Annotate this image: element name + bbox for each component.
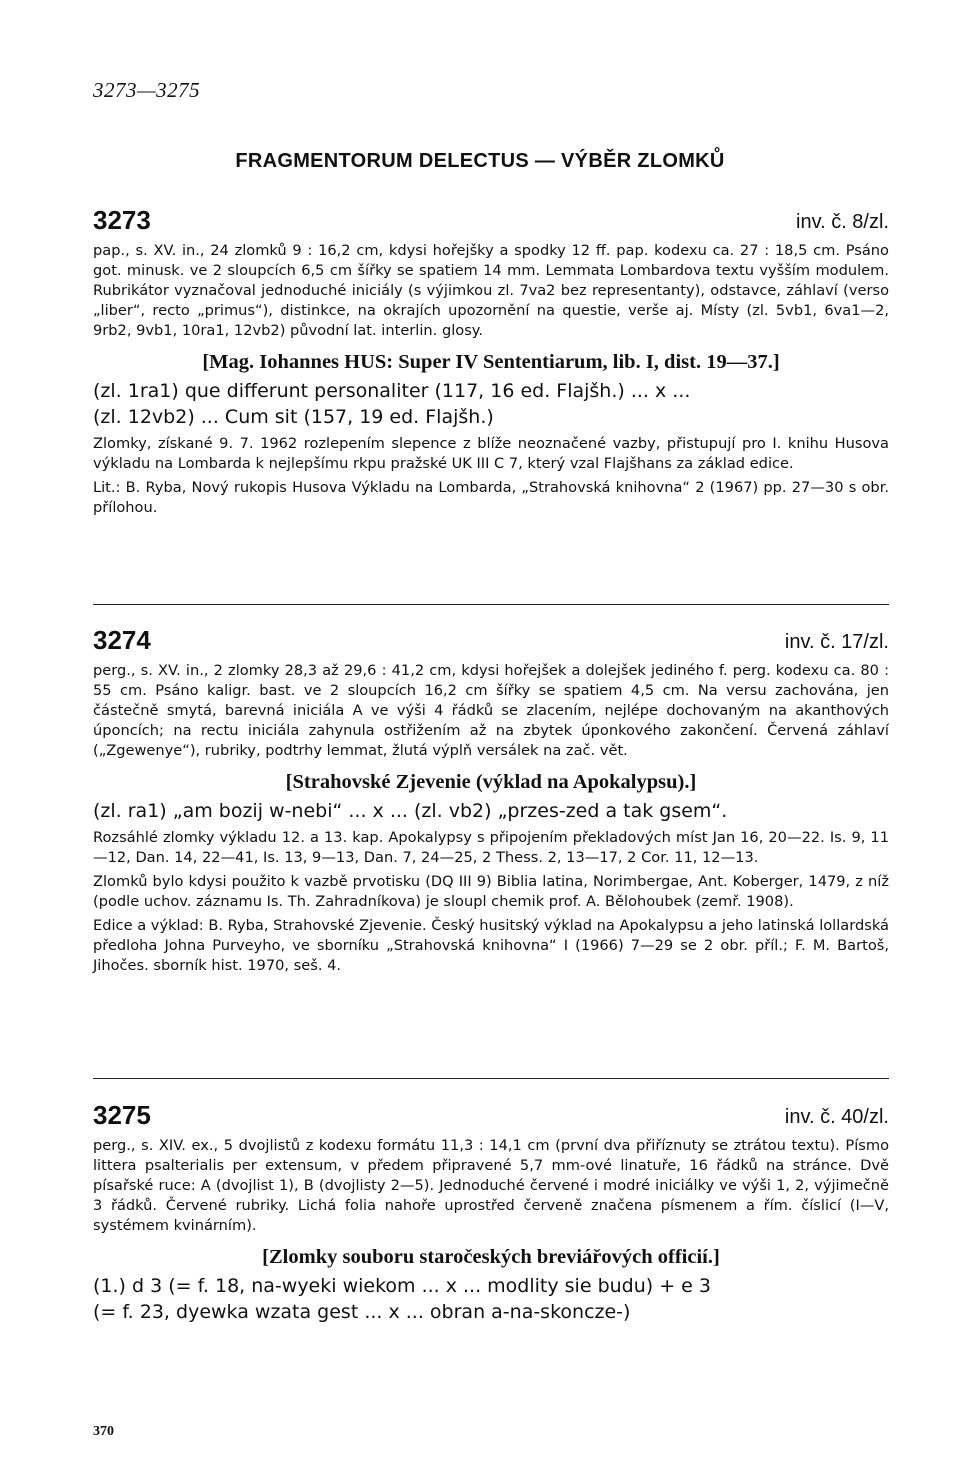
inventory-number: inv. č. 8/zl.	[796, 211, 889, 233]
entry-description: perg., s. XIV. ex., 5 dvojlistů z kodexu formátu 11,3 : 14,1 cm (první dva přiříznuty se ztrátou textu). Písmo littera psalterialis per extensum, v předem připravené 5,7 mm-ové linatuře, 16 řádků na stránce. Dvě písařské ruce: A (dvojlist 1), B (dvojlisty 2—5). Jednoduché červené i modré iniciálky ve výši 1, 2, výjimečně 3 řádků. Červené rubriky. Lichá folia nahoře uprostřed červeně značena písmenem a řím. číslicí (I—V, systémem kvinárním).	[93, 1137, 889, 1234]
entry-header	[93, 1100, 889, 1136]
entry-description: perg., s. XV. in., 2 zlomky 28,3 až 29,6 : 41,2 cm, kdysi hořejšek a dolejšek jediného f. perg. kodexu ca. 80 : 55 cm. Psáno kaligr. bast. ve 2 sloupcích 16,2 cm šířky se spatiem 4,5 cm. Na versu zachována, jen částečně smytá, barevná iniciála A ve výši 4 řádků se zlacením, nejlépe dochovaným na akanthových úponcích; na rectu iniciála zahynula ostřižením až na zbytek úponkového zakončení. Červená záhlaví („Zgewenye“), rubriky, podtrhy lemmat, žlutá výplň versálek na zač. vět.	[93, 662, 889, 759]
work-title: [Zlomky souboru staročeských breviářových officií.]	[262, 1246, 720, 1268]
catalog-entry	[93, 625, 889, 976]
entry-number: 3273	[93, 205, 151, 235]
catalog-entry	[93, 1100, 889, 1325]
entry-note: Zlomky, získané 9. 7. 1962 rozlepením slepence z blíže neoznačené vazby, přistupují pro I. knihu Husova výkladu na Lombarda k nejlepšímu rkpu pražské UK III C 7, který vzal Flajšhans za základ edice.	[93, 435, 889, 472]
page-number: 370	[93, 1424, 114, 1439]
entry-divider	[93, 1078, 889, 1079]
entry-note: Zlomků bylo kdysi použito k vazbě prvotisku (DQ III 9) Biblia latina, Norimbergae, Ant. Koberger, 1479, z níž (podle uchov. záznamu Is. Th. Zahradníkova) je sloupl chemik prof. A. Bělohoubek (zemř. 1908).	[93, 873, 889, 910]
entry-note: Lit.: B. Ryba, Nový rukopis Husova Výkladu na Lombarda, „Strahovská knihovna“ 2 (1967) pp. 27—30 s obr. přílohou.	[93, 479, 889, 516]
inventory-number: inv. č. 40/zl.	[784, 1106, 889, 1128]
incipit-line: (= f. 23, dyewka wzata gest ... x ... obran a-na-skoncze-)	[93, 1301, 631, 1323]
entry-description: pap., s. XV. in., 24 zlomků 9 : 16,2 cm, kdysi hořejšky a spodky 12 ff. pap. kodexu ca. 27 : 18,5 cm. Psáno got. minusk. ve 2 sloupcích 6,5 cm šířky se spatiem 14 mm. Lemmata Lombardova textu vyšším modulem. Rubrikátor vyznačoval jednoduché iniciály (s výjimkou zl. 7va2 bez representanty), odstavce, záhlaví (verso „liber“, recto „primus“), distinkce, na okrajích upozornění na questie, verše aj. Místy (zl. 5vb1, 6va1—2, 9rb2, 9vb1, 10ra1, 12vb2) původní lat. interlin. glosy.	[93, 242, 889, 339]
incipit-line: (1.) d 3 (= f. 18, na-wyeki wiekom ... x ... modlity sie budu) + e 3	[93, 1275, 712, 1297]
work-title: [Strahovské Zjevenie (výklad na Apokalypsu).]	[285, 771, 697, 793]
entry-header	[93, 205, 889, 241]
incipit-line: (zl. 12vb2) ... Cum sit (157, 19 ed. Flajšh.)	[93, 406, 494, 428]
work-title: [Mag. Iohannes HUS: Super IV Sententiarum, lib. I, dist. 19—37.]	[202, 351, 780, 373]
incipit-line: (zl. ra1) „am bozij w-nebi“ ... x ... (zl. vb2) „przes-zed a tak gsem“.	[93, 800, 728, 822]
catalog-entry	[93, 205, 889, 518]
entry-number: 3275	[93, 1100, 151, 1130]
entry-header	[93, 625, 889, 661]
inventory-number: inv. č. 17/zl.	[784, 631, 889, 653]
entry-note: Rozsáhlé zlomky výkladu 12. a 13. kap. Apokalypsy s připojením překladových míst Jan 16, 20—22. Is. 9, 11—12, Dan. 14, 22—41, Is. 13, 9—13, Dan. 7, 24—25, 2 Thess. 2, 13—17, 2 Cor. 11, 12—13.	[93, 829, 889, 866]
entry-divider	[93, 604, 889, 605]
incipit-line: (zl. 1ra1) que differunt personaliter (117, 16 ed. Flajšh.) ... x ...	[93, 380, 691, 402]
running-head: 3273—3275	[93, 78, 201, 102]
entry-note: Edice a výklad: B. Ryba, Strahovské Zjevenie. Český husitský výklad na Apokalypsu a jeho latinská lollardská předloha Johna Purveyho, ve sborníku „Strahovská knihovna“ I (1966) 7—29 se 2 obr. příl.; F. M. Bartoš, Jihočes. sborník hist. 1970, seš. 4.	[93, 917, 889, 974]
entry-number: 3274	[93, 625, 151, 655]
section-title: FRAGMENTORUM DELECTUS — VÝBĚR ZLOMKŮ	[235, 150, 725, 172]
